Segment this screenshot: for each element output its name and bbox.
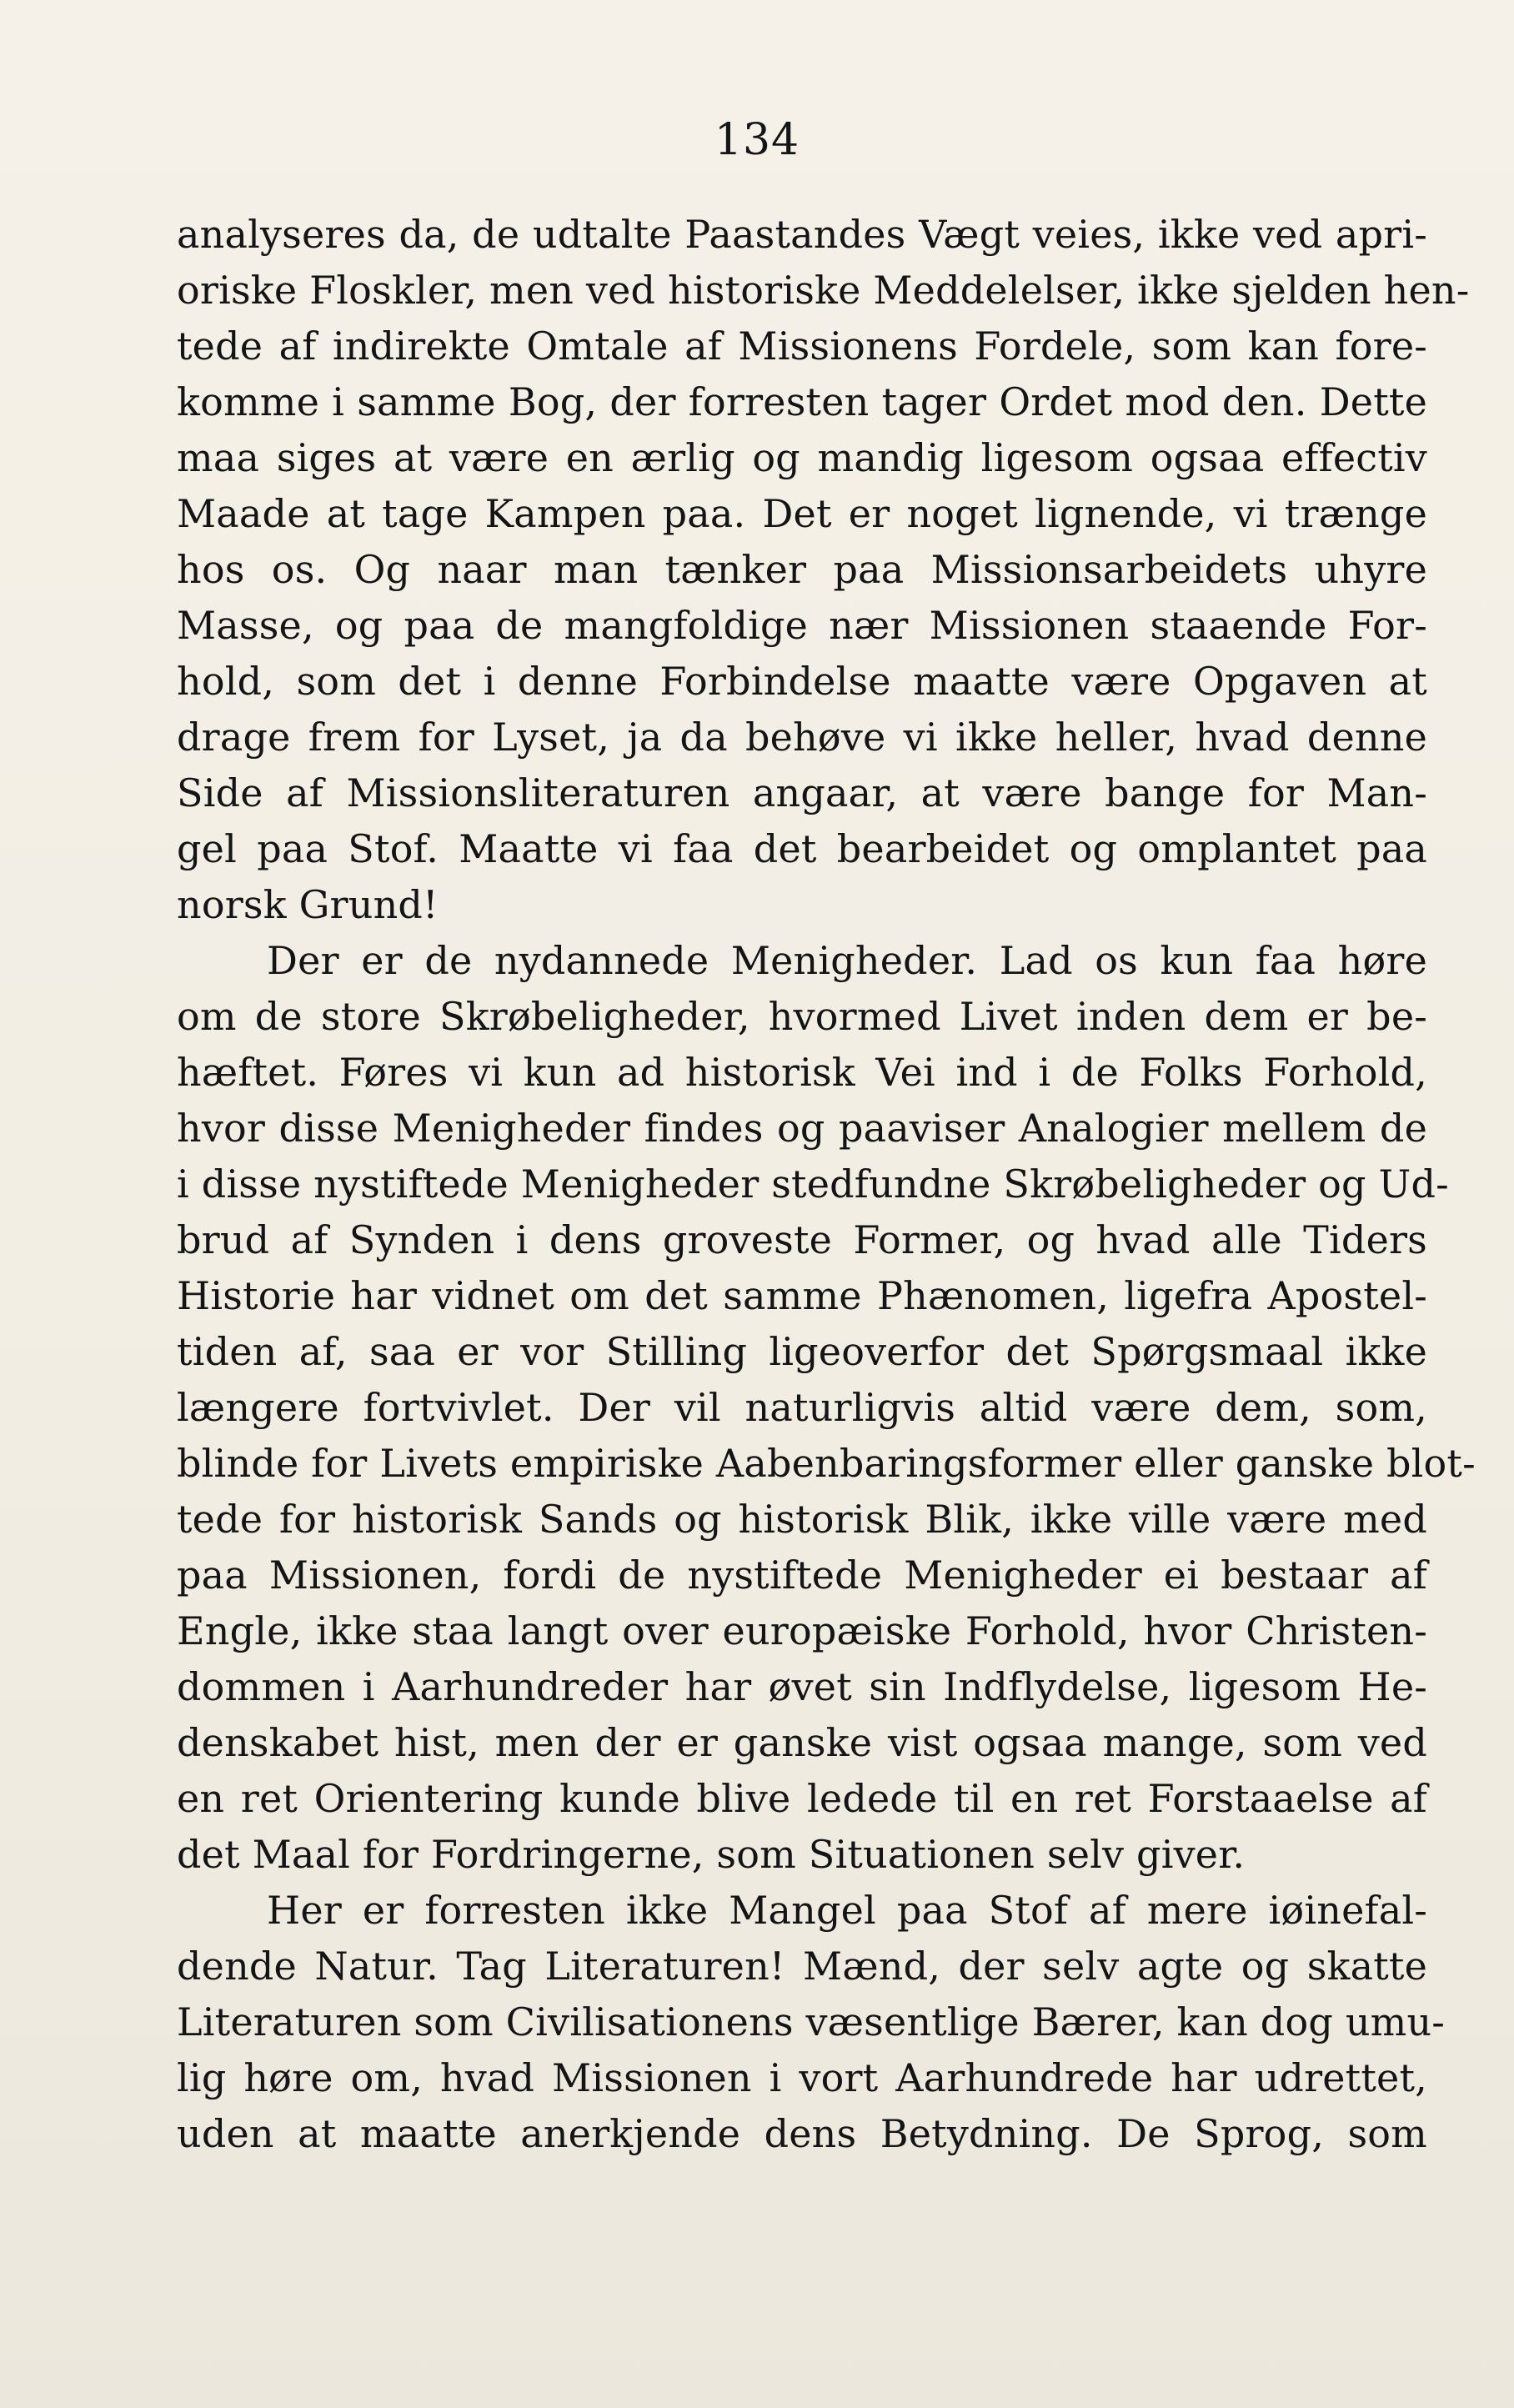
- text-line: det Maal for Fordringerne, som Situationen selv giver.: [177, 1832, 1246, 1877]
- text-line: hos os. Og naar man tænker paa Missionsarbeidets uhyre: [177, 547, 1427, 592]
- text-line: uden at maatte anerkjende dens Betydning. De Sprog, som: [177, 2111, 1427, 2156]
- text-line: Der er de nydannede Menigheder. Lad os kun faa høre: [267, 938, 1427, 983]
- text-line: Side af Missionsliteraturen angaar, at være bange for Man-: [177, 770, 1427, 815]
- text-line: lig høre om, hvad Missionen i vort Aarhundrede har udrettet,: [177, 2055, 1427, 2100]
- text-line: hæftet. Føres vi kun ad historisk Vei ind i de Folks Forhold,: [177, 1050, 1427, 1095]
- text-line: analyseres da, de udtalte Paastandes Vægt veies, ikke ved apri-: [177, 212, 1427, 257]
- text-line: længere fortvivlet. Der vil naturligvis altid være dem, som,: [177, 1385, 1427, 1430]
- text-line: brud af Synden i dens groveste Former, og hvad alle Tiders: [177, 1217, 1427, 1262]
- text-line: dommen i Aarhundreder har øvet sin Indflydelse, ligesom He-: [177, 1664, 1427, 1709]
- text-line: tiden af, saa er vor Stilling ligeoverfor det Spørgsmaal ikke: [177, 1329, 1427, 1374]
- text-line: drage frem for Lyset, ja da behøve vi ikke heller, hvad denne: [177, 715, 1427, 760]
- text-line: Historie har vidnet om det samme Phænomen, ligefra Apostel-: [177, 1273, 1427, 1318]
- text-line: norsk Grund!: [177, 882, 439, 927]
- text-line: en ret Orientering kunde blive ledede til en ret Forstaaelse af: [177, 1776, 1427, 1821]
- text-line: oriske Floskler, men ved historiske Meddelelser, ikke sjelden hen-: [177, 268, 1470, 313]
- text-line: paa Missionen, fordi de nystiftede Menigheder ei bestaar af: [177, 1553, 1427, 1598]
- text-line: maa siges at være en ærlig og mandig ligesom ogsaa effectiv: [177, 435, 1427, 480]
- text-line: hold, som det i denne Forbindelse maatte være Opgaven at: [177, 659, 1427, 704]
- text-line: dende Natur. Tag Literaturen! Mænd, der selv agte og skatte: [177, 1944, 1427, 1989]
- page-number: 134: [714, 115, 800, 165]
- text-line: hvor disse Menigheder findes og paaviser Analogier mellem de: [177, 1106, 1427, 1151]
- text-line: blinde for Livets empiriske Aabenbaringsformer eller ganske blot-: [177, 1441, 1476, 1486]
- body-text: [177, 207, 1476, 2162]
- text-line: Her er forresten ikke Mangel paa Stof af mere iøinefal-: [267, 1888, 1427, 1933]
- text-line: Masse, og paa de mangfoldige nær Missionen staaende For-: [177, 603, 1427, 648]
- text-line: tede for historisk Sands og historisk Blik, ikke ville være med: [177, 1497, 1427, 1542]
- text-line: komme i samme Bog, der forresten tager Ordet mod den. Dette: [177, 379, 1427, 424]
- text-line: i disse nystiftede Menigheder stedfundne Skrøbeligheder og Ud-: [177, 1161, 1449, 1207]
- text-line: Maade at tage Kampen paa. Det er noget lignende, vi trænge: [177, 491, 1427, 536]
- text-line: om de store Skrøbeligheder, hvormed Livet inden dem er be-: [177, 994, 1427, 1039]
- text-line: Engle, ikke staa langt over europæiske Forhold, hvor Christen-: [177, 1608, 1427, 1653]
- text-line: denskabet hist, men der er ganske vist ogsaa mange, som ved: [177, 1720, 1427, 1765]
- text-line: Literaturen som Civilisationens væsentlige Bærer, kan dog umu-: [177, 1999, 1446, 2044]
- text-line: tede af indirekte Omtale af Missionens Fordele, som kan fore-: [177, 324, 1427, 369]
- text-line: gel paa Stof. Maatte vi faa det bearbeidet og omplantet paa: [177, 826, 1427, 871]
